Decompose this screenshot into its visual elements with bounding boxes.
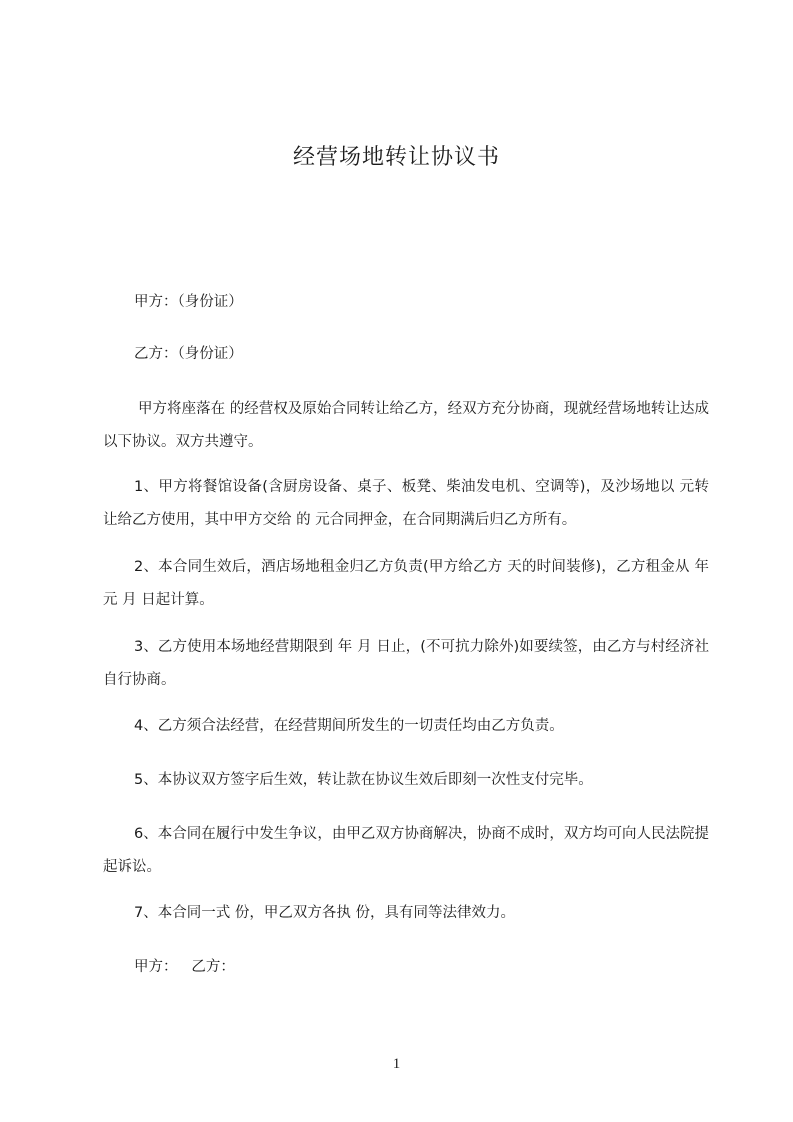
signature-line: 甲方： 乙方： (134, 959, 235, 975)
clause-5: 5、本协议双方签字后生效，转让款在协议生效后即刻一次性支付完毕。 (134, 772, 593, 788)
clause-7: 7、本合同一式 份，甲乙双方各执 份，具有同等法律效力。 (134, 905, 515, 921)
clause-2: 2、本合同生效后，酒店场地租金归乙方负责(甲方给乙方 天的时间装修)，乙方租金从 年 元 月 日起计算。 (103, 559, 709, 608)
clause-4: 4、乙方须合法经营，在经营期间所发生的一切责任均由乙方负责。 (134, 718, 564, 734)
party-a-line: 甲方：（身份证） (134, 294, 243, 310)
clause-1: 1、甲方将餐馆设备(含厨房设备、桌子、板凳、柴油发电机、空调等)，及沙场地以 元转让给乙方使用，其中甲方交给 的 元合同押金，在合同期满后归乙方所有。 (103, 479, 709, 528)
document-title: 经营场地转让协议书 (292, 145, 500, 170)
intro-paragraph: 甲方将座落在 的经营权及原始合同转让给乙方，经双方充分协商，现就经营场地转让达成以下协议。双方共遵守。 (103, 401, 709, 450)
page-number: 1 (392, 1056, 401, 1072)
clause-3: 3、乙方使用本场地经营期限到 年 月 日止，(不可抗力除外)如要续签，由乙方与村经济社自行协商。 (103, 639, 709, 688)
clause-6: 6、本合同在履行中发生争议，由甲乙双方协商解决，协商不成时，双方均可向人民法院提起诉讼。 (103, 826, 709, 875)
party-b-line: 乙方：（身份证） (134, 346, 243, 362)
